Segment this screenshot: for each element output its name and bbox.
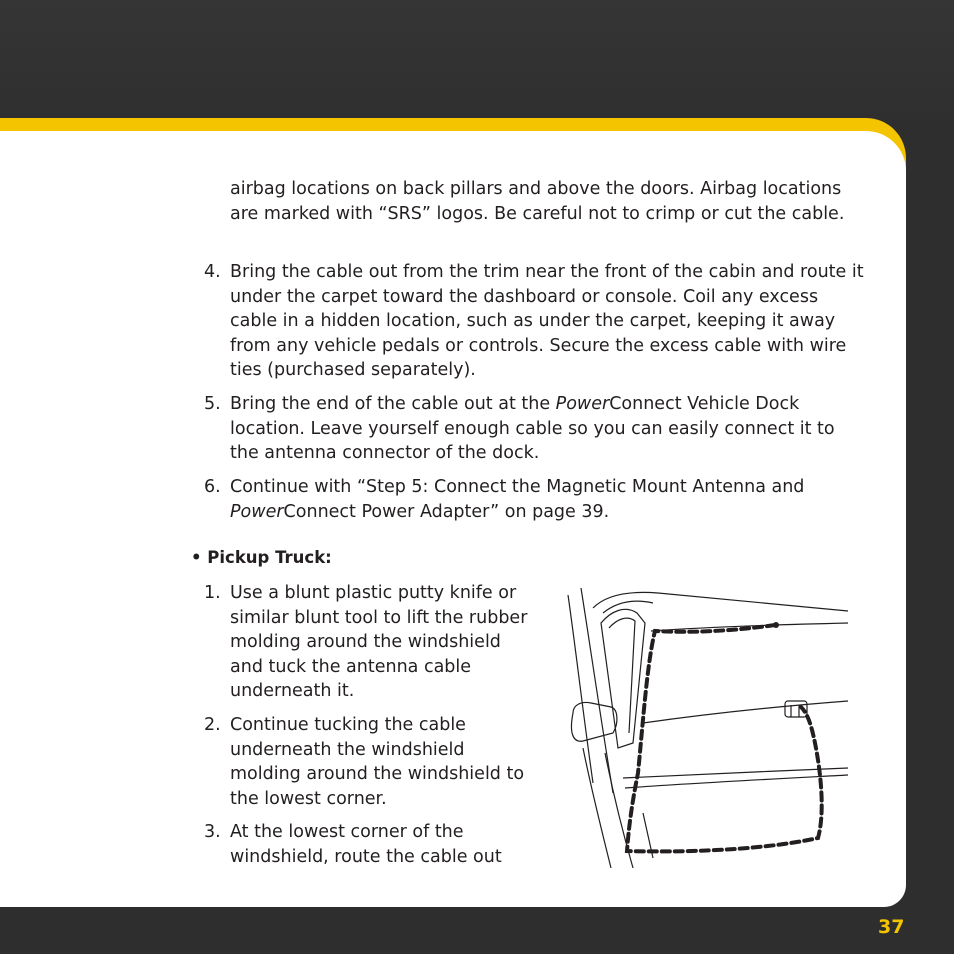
step-number: 1. xyxy=(204,583,221,603)
truck-step-1 xyxy=(204,581,534,704)
truck-step-3 xyxy=(204,820,540,869)
step-number: 4. xyxy=(204,262,221,282)
brand-emphasis: Power xyxy=(230,501,284,522)
step-number: 5. xyxy=(204,394,221,414)
continuation-text: airbag locations on back pillars and above the doors. Airbag locations are marked with “SRS” logos. Be careful not to crimp or cut the cable. xyxy=(230,179,845,224)
pickup-truck-illustration xyxy=(563,583,853,868)
text-run: Bring the end of the cable out at the xyxy=(230,394,556,414)
text-run: Connect Power Adapter” on page 39. xyxy=(283,501,610,522)
hood-line xyxy=(643,701,848,723)
step-text: Use a blunt plastic putty knife or similar blunt tool to lift the rubber molding around the windshield and tuck the antenna cable underneath it. xyxy=(230,583,528,702)
window-trim xyxy=(609,618,635,733)
step-6 xyxy=(204,475,864,524)
step-number: 2. xyxy=(204,715,221,735)
step-text xyxy=(230,392,864,466)
step-text: Continue tucking the cable underneath the windshield molding around the windshield to the lowest corner. xyxy=(230,715,525,809)
text-run: Continue with “Step 5: Connect the Magnetic Mount Antenna and xyxy=(230,477,805,497)
step-text: Bring the cable out from the trim near the front of the cabin and route it under the carpet toward the dashboard or console. Coil any excess cable in a hidden location, such as under the carpet, keeping it away from any vehicle pedals or controls. Secure the excess cable with wire ties (purchased separately). xyxy=(230,262,864,381)
brand-emphasis: Power xyxy=(555,394,610,414)
step-text xyxy=(230,475,824,524)
page-number: 37 xyxy=(878,916,905,938)
truck-step-2 xyxy=(204,713,540,811)
cable-end xyxy=(773,622,779,628)
roof-edge xyxy=(603,601,653,613)
clip-detail xyxy=(791,705,799,717)
section-heading: • Pickup Truck: xyxy=(191,548,332,567)
side-mirror xyxy=(571,702,616,741)
step-number: 3. xyxy=(204,822,221,842)
step-text: At the lowest corner of the windshield, route the cable out xyxy=(230,822,502,867)
side-window xyxy=(601,609,645,748)
step-number: 6. xyxy=(204,477,221,497)
step-5 xyxy=(204,392,864,466)
door-line xyxy=(583,748,611,868)
cable-route xyxy=(627,625,822,851)
pillar-line xyxy=(568,595,593,783)
text-run: Connect Vehicle Dock location. Leave yourself enough cable so you can easily connect it to the antenna connector of the dock. xyxy=(230,394,835,464)
step-4 xyxy=(204,260,864,383)
